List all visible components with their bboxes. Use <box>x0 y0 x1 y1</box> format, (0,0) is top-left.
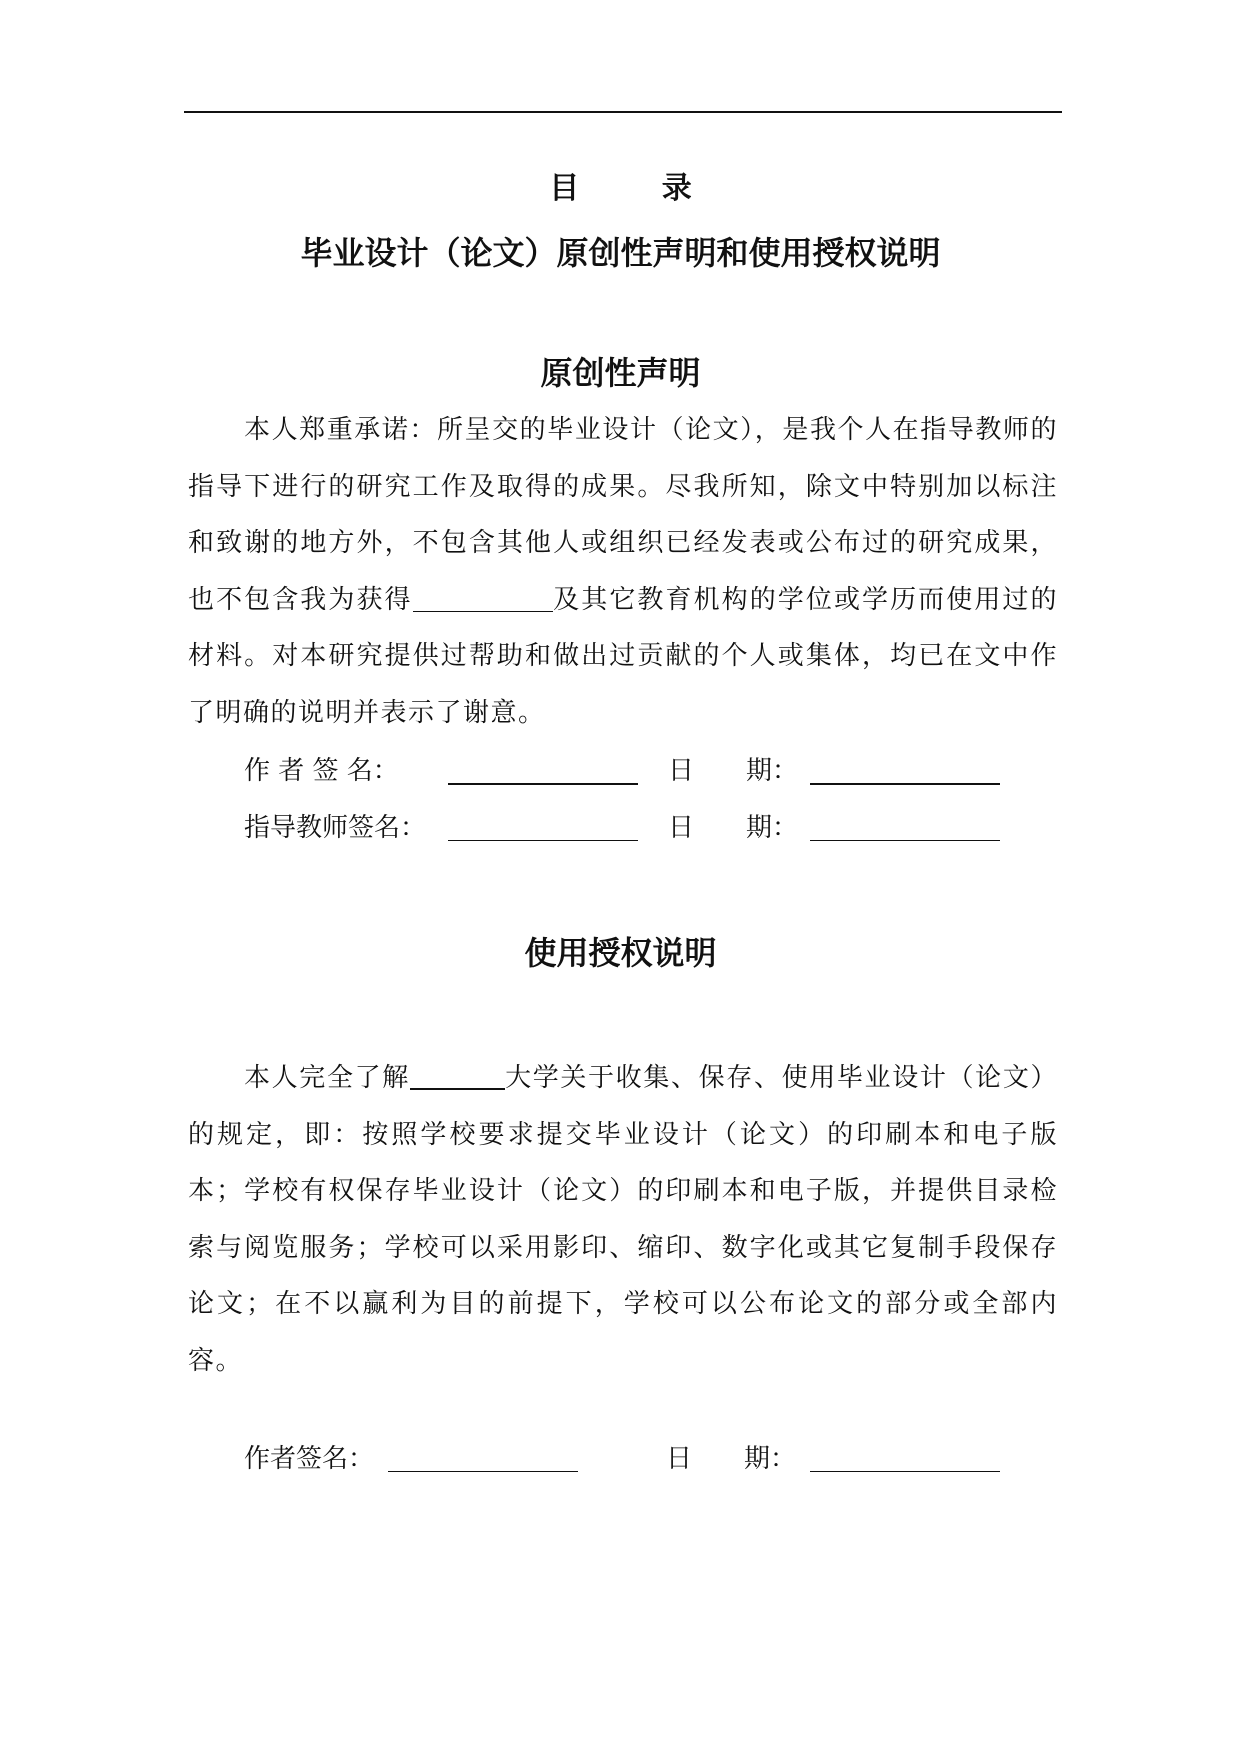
institution-blank <box>413 585 553 612</box>
university-blank <box>410 1062 505 1090</box>
author-sign-line <box>448 783 638 785</box>
authorization-sign-row <box>0 1438 1241 1478</box>
advisor-date-label: 日 期： <box>668 813 799 843</box>
authorization-sign-line <box>388 1471 578 1472</box>
advisor-date-line <box>810 840 1000 841</box>
authorization-date-line <box>810 1471 1000 1472</box>
toc-title: 目 录 <box>549 171 728 206</box>
originality-text-part1: 本人郑重承诺：所呈交的毕业设计（论文），是我个人在指导教师的指导下进行的研究工作及取得的成果。尽我所知，除文中特别加以标注和致谢的地方外，不包含其他人或组织已经发表或公布过的研究成果，也不包含我为获得 <box>188 415 1058 615</box>
author-date-line <box>810 783 1000 785</box>
originality-text-part2: 及其它教育机构的学位或学历而使用过的材料。对本研究提供过帮助和做出过贡献的个人或集体，均已在文中作了明确的说明并表示了谢意。 <box>188 584 1058 728</box>
authorization-paragraph <box>188 1050 1058 1389</box>
authorization-text-part1: 本人完全了解 <box>244 1063 410 1093</box>
advisor-sign-row <box>0 807 1241 847</box>
header-rule <box>184 111 1062 113</box>
author-sign-label: 作 者 签 名： <box>244 756 399 786</box>
originality-paragraph <box>188 402 1058 741</box>
advisor-sign-line <box>448 840 638 841</box>
authorization-sign-label: 作者签名： <box>244 1444 375 1474</box>
authorization-date-label: 日 期： <box>666 1444 797 1474</box>
authorization-title: 使用授权说明 <box>524 934 717 972</box>
author-sign-row <box>0 750 1241 790</box>
originality-title: 原创性声明 <box>540 354 701 392</box>
advisor-sign-label: 指导教师签名： <box>244 813 427 843</box>
author-date-label: 日 期： <box>668 756 799 786</box>
authorization-text-part2: 大学关于收集、保存、使用毕业设计（论文）的规定，即：按照学校要求提交毕业设计（论文）的印刷本和电子版本；学校有权保存毕业设计（论文）的印刷本和电子版，并提供目录检索与阅览服务；学校可以采用影印、缩印、数字化或其它复制手段保存论文；在不以赢利为目的前提下，学校可以公布论文的部分或全部内容。 <box>188 1063 1058 1376</box>
main-title: 毕业设计（论文）原创性声明和使用授权说明 <box>300 234 941 272</box>
